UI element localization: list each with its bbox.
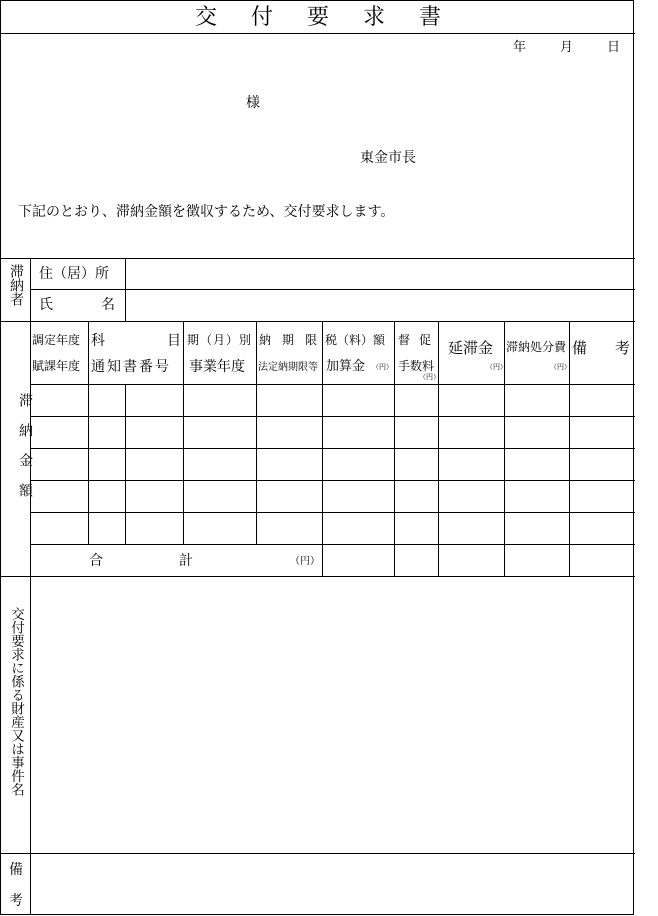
- header-subject-bottom: 通知書番号: [91, 359, 171, 375]
- header-year-top: 調定年度: [32, 333, 81, 347]
- header-period-top: 期（月）別: [187, 333, 253, 347]
- header-late-fee: 延滞金: [448, 339, 494, 357]
- address-label: 住（居）所: [39, 266, 109, 282]
- issuer-name: 東金市長: [360, 150, 416, 166]
- table-header-bottom: [30, 384, 635, 385]
- table-column-line: [569, 321, 570, 576]
- divider: [30, 289, 635, 290]
- header-dunning-yen: （円）: [419, 373, 440, 381]
- title-divider: [1, 33, 635, 34]
- table-column-line: [88, 321, 89, 544]
- table-column-line: [256, 321, 257, 544]
- table-column-line: [183, 321, 184, 544]
- left-column-line: [30, 258, 31, 915]
- amounts-section-label-text: 滞納金額: [17, 393, 33, 513]
- header-remarks-text: 備考: [572, 339, 658, 357]
- header-subject-top-b: 目: [167, 333, 181, 349]
- header-tax-top: 税（料）額: [325, 333, 386, 347]
- header-dunning-top: 督促: [398, 333, 441, 347]
- date-month-label: 月: [560, 40, 574, 55]
- header-tax-bottom: 加算金: [326, 359, 366, 374]
- header-disposal-fee-yen: （円）: [550, 363, 571, 371]
- property-section-label-text: 交付要求に係る財産又は事件名: [8, 607, 24, 796]
- total-unit: （円）: [290, 556, 320, 567]
- table-column-line: [322, 321, 323, 576]
- table-column-line: [394, 321, 395, 576]
- divider: [125, 258, 126, 321]
- header-late-fee-yen: （円）: [486, 363, 507, 371]
- table-row-line: [30, 480, 635, 481]
- table-row-line: [30, 544, 635, 545]
- remarks-label-1: 備: [9, 862, 23, 878]
- date-year-label: 年: [513, 40, 527, 55]
- intro-text: 下記のとおり、滞納金額を徴収するため、交付要求します。: [18, 204, 395, 220]
- name-label-2: 名: [101, 297, 115, 313]
- header-subject-top-a: 科: [91, 333, 105, 349]
- delinquent-section-label: 滞納者: [8, 264, 24, 306]
- date-day-label: 日: [607, 40, 621, 55]
- divider: [1, 258, 635, 259]
- name-label-1: 氏: [39, 297, 53, 313]
- property-section-label: [7, 607, 25, 800]
- divider: [1, 853, 635, 854]
- form-title: 交付要求書: [194, 5, 475, 30]
- table-row-line: [30, 448, 635, 449]
- header-remarks: [572, 339, 658, 357]
- table-column-line: [438, 321, 439, 576]
- header-year-bottom: 賦課年度: [32, 359, 81, 373]
- header-dunning-bottom: 手数料: [398, 359, 435, 373]
- remarks-label-2: 考: [9, 893, 23, 909]
- header-deadline-top: 納期限: [259, 333, 329, 347]
- table-row-line: [30, 512, 635, 513]
- addressee-suffix: 様: [246, 95, 260, 111]
- divider: [1, 321, 635, 322]
- header-tax-yen: （円）: [372, 363, 393, 371]
- header-period-bottom: 事業年度: [189, 359, 245, 375]
- table-column-line: [504, 321, 505, 576]
- divider: [1, 576, 635, 577]
- header-disposal-fee: 滞納処分費: [506, 340, 567, 354]
- table-row-line: [30, 416, 635, 417]
- amounts-section-label: [9, 393, 33, 525]
- total-label-1: 合: [89, 553, 103, 569]
- table-column-line: [125, 384, 126, 544]
- header-deadline-bottom: 法定納期限等: [258, 362, 318, 373]
- total-label-2: 計: [179, 553, 193, 569]
